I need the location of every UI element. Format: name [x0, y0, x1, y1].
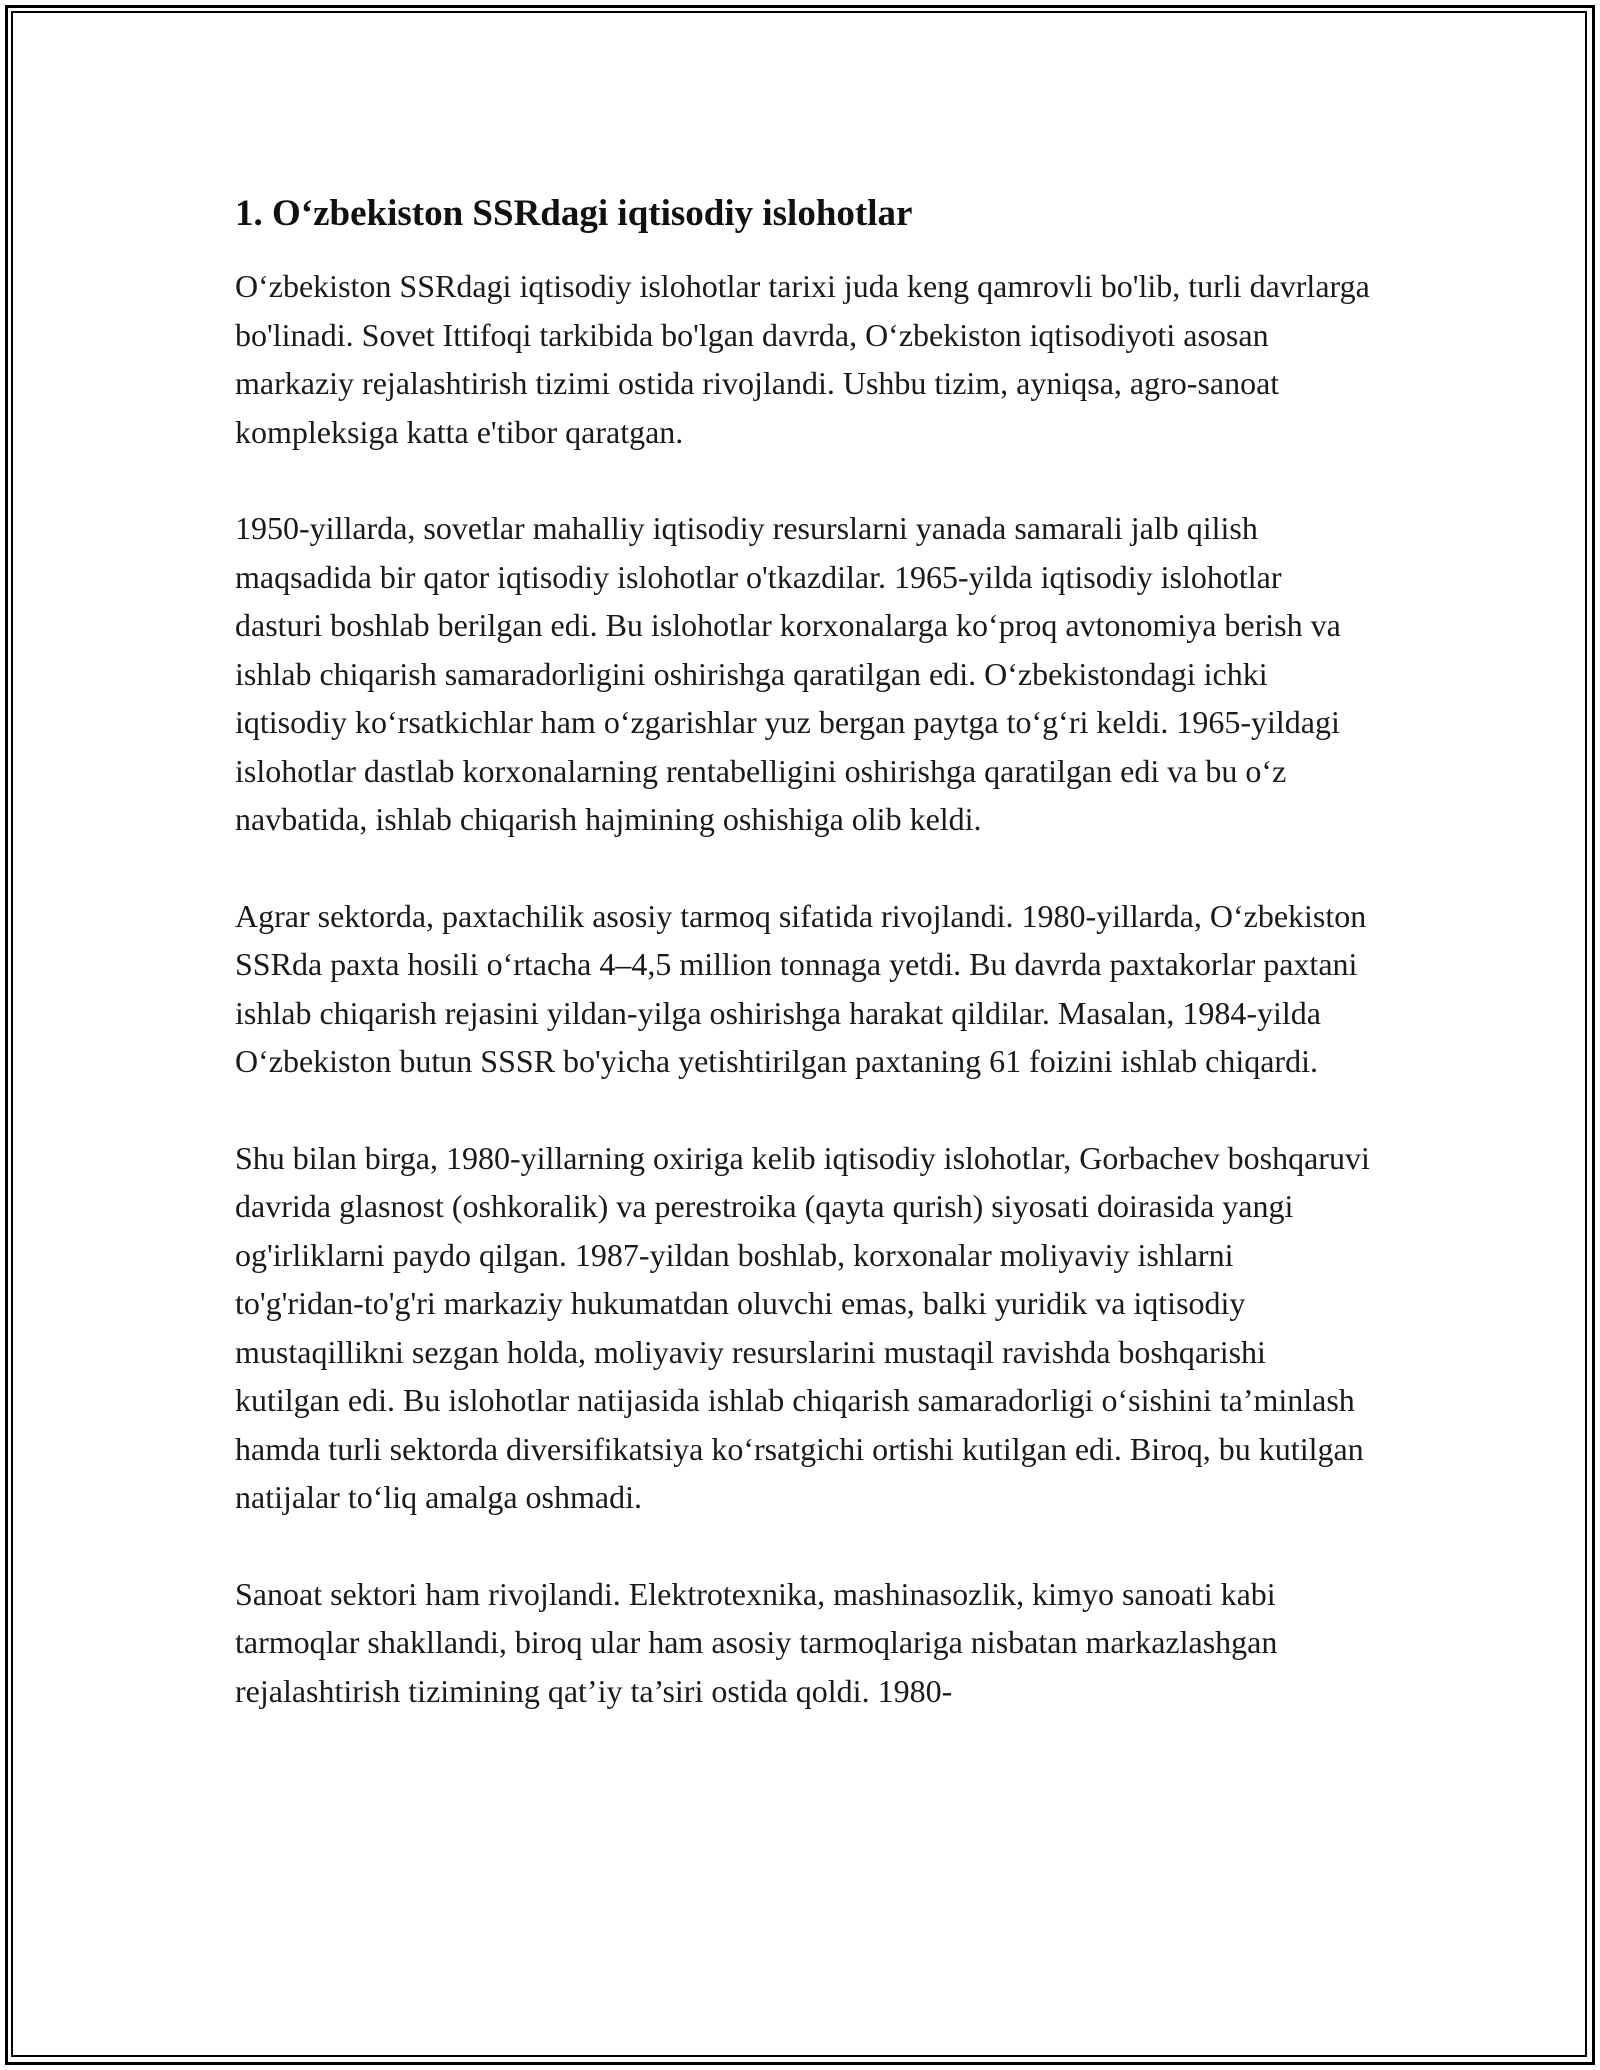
- section-heading: 1. O‘zbekiston SSRdagi iqtisodiy islohotlar: [235, 193, 913, 234]
- paragraph-3: Agrar sektorda, paxtachilik asosiy tarmoq sifatida rivojlandi. 1980-yillarda, O‘zbekiston SSRda paxta hosili o‘rtacha 4–4,5 million tonnaga yetdi. Bu davrda paxtakorlar paxtani ishlab chiqarish rejasini yildan-yilga oshirishga harakat qildilar. Masalan, 1984-yilda O‘zbekiston butun SSSR bo'yicha yetishtirilgan paxtaning 61 foizini ishlab chiqardi.: [235, 897, 1367, 1079]
- paragraph-2: 1950-yillarda, sovetlar mahalliy iqtisodiy resurslarni yanada samarali jalb qilish maqsadida bir qator iqtisodiy islohotlar o'tkazdilar. 1965-yilda iqtisodiy islohotlar dasturi boshlab berilgan edi. Bu islohotlar korxonalarga ko‘proq avtonomiya berish va ishlab chiqarish samaradorligini oshirishga qaratilgan edi. O‘zbekistondagi ichki iqtisodiy ko‘rsatkichlar ham o‘zgarishlar yuz bergan paytga to‘g‘ri keldi. 1965-yildagi islohotlar dastlab korxonalarning rentabelligini oshirishga qaratilgan edi va bu o‘z navbatida, ishlab chiqarish hajmining oshishiga olib keldi.: [235, 510, 1341, 837]
- paragraph-5: Sanoat sektori ham rivojlandi. Elektrotexnika, mashinasozlik, kimyo sanoati kabi tarmoqlar shakllandi, biroq ular ham asosiy tarmoqlariga nisbatan markazlashgan rejalashtirish tizimining qat’iy ta’siri ostida qoldi. 1980-: [235, 1575, 1278, 1709]
- paragraph-1: O‘zbekiston SSRdagi iqtisodiy islohotlar tarixi juda keng qamrovli bo'lib, turli davrlarga bo'linadi. Sovet Ittifoqi tarkibida bo'lgan davrda, O‘zbekiston iqtisodiyoti asosan markaziy rejalashtirish tizimi ostida rivojlandi. Ushbu tizim, ayniqsa, agro-sanoat kompleksiga katta e'tibor qaratgan.: [235, 268, 1370, 450]
- paragraph-4: Shu bilan birga, 1980-yillarning oxiriga kelib iqtisodiy islohotlar, Gorbachev boshqaruvi davrida glasnost (oshkoralik) va perestroika (qayta qurish) siyosati doirasida yangi og'irliklarni paydo qilgan. 1987-yildan boshlab, korxonalar moliyaviy ishlarni to'g'ridan-to'g'ri markaziy hukumatdan oluvchi emas, balki yuridik va iqtisodiy mustaqillikni sezgan holda, moliyaviy resurslarini mustaqil ravishda boshqarishi kutilgan edi. Bu islohotlar natijasida ishlab chiqarish samaradorligi o‘sishini ta’minlash hamda turli sektorda diversifikatsiya ko‘rsatgichi ortishi kutilgan edi. Biroq, bu kutilgan natijalar to‘liq amalga oshmadi.: [235, 1139, 1370, 1515]
- document-body: [235, 188, 1370, 1763]
